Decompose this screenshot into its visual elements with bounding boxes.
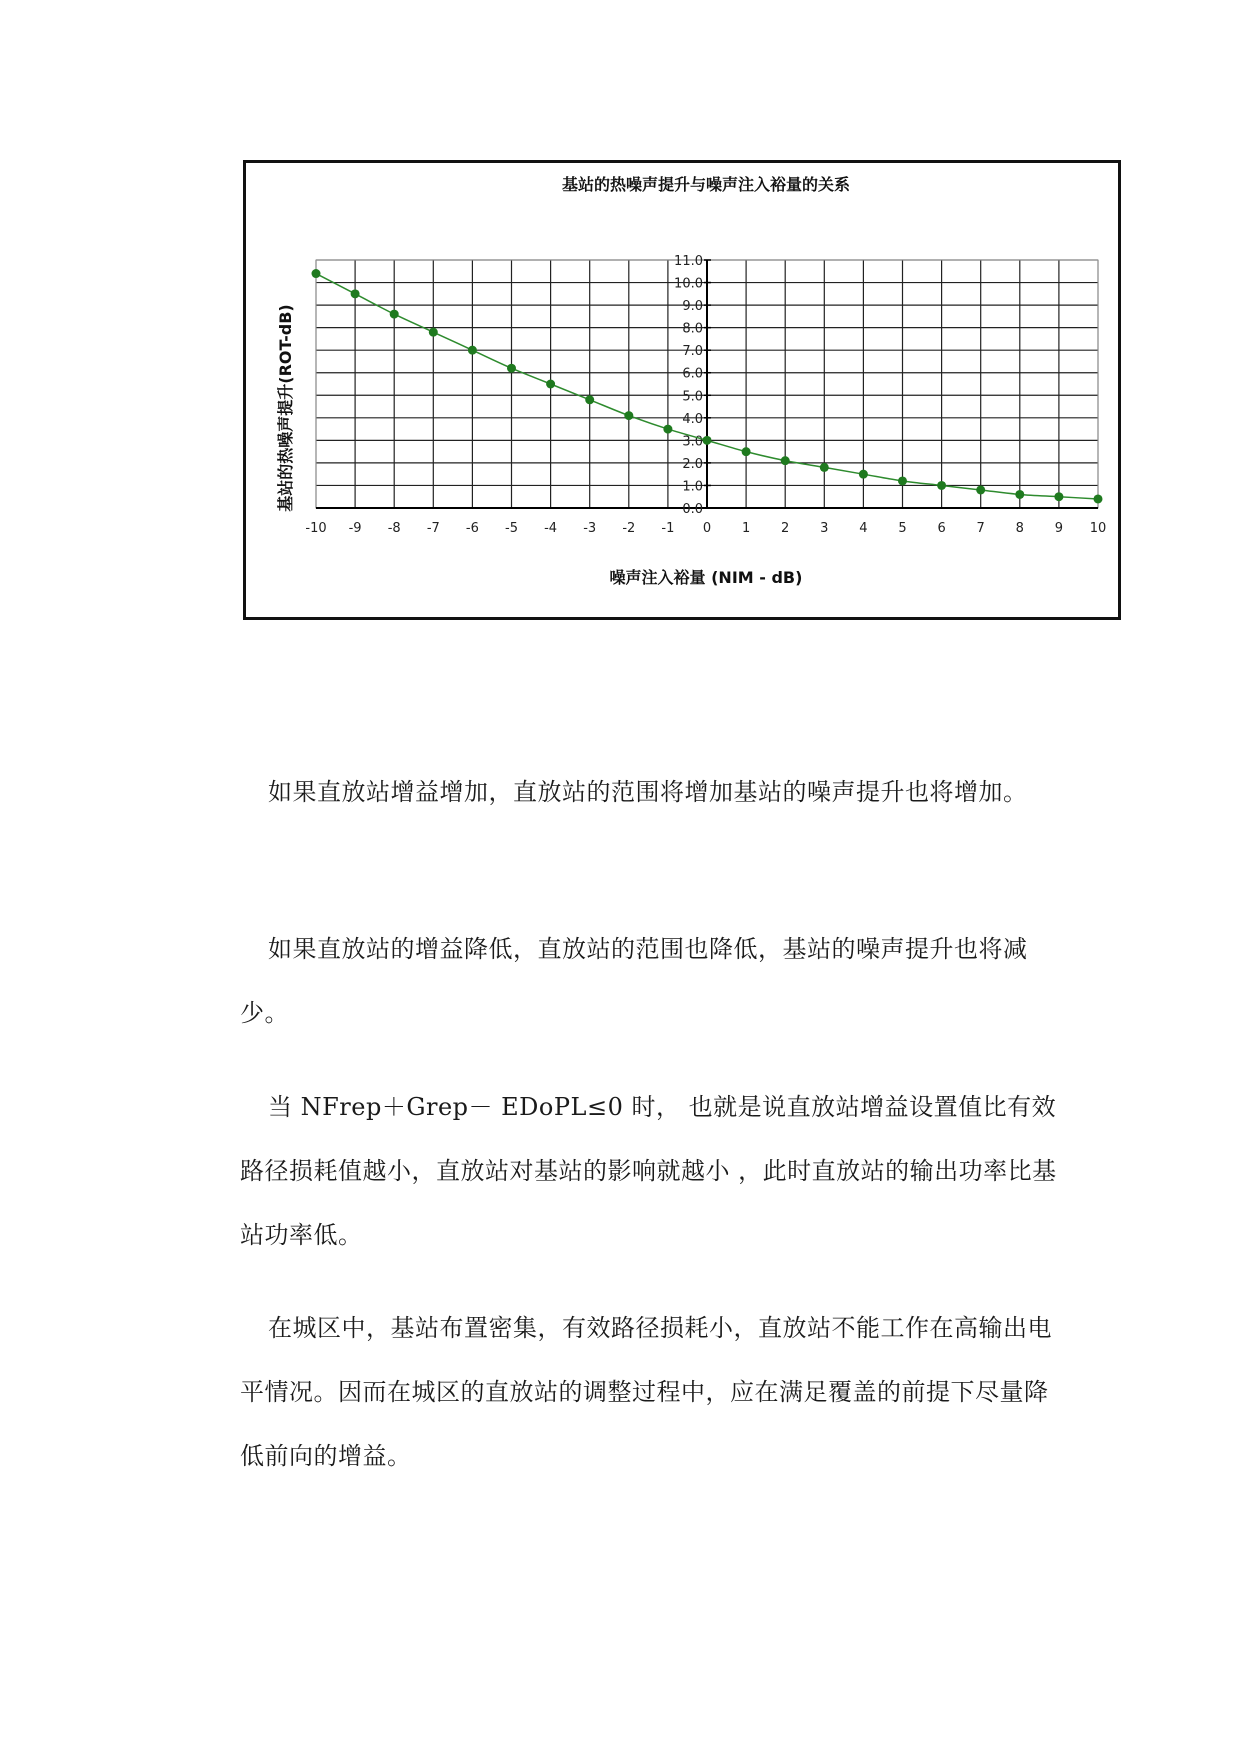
x-tick-label: 0 xyxy=(702,521,712,536)
y-tick-label: 7.0 xyxy=(682,344,703,360)
y-tick-labels xyxy=(674,254,711,517)
x-tick-label: -9 xyxy=(348,521,362,536)
x-tick-label: -5 xyxy=(505,521,518,536)
chart xyxy=(246,163,1118,617)
y-axis-title: 基站的热噪声提升(ROT-dB) xyxy=(276,304,295,512)
y-tick-label: 8.0 xyxy=(682,321,703,337)
data-point xyxy=(703,436,712,445)
x-tick-labels xyxy=(305,521,1106,536)
data-point xyxy=(976,485,985,494)
x-tick-label: -6 xyxy=(465,521,479,536)
data-point xyxy=(859,470,868,479)
paragraph-4: 在城区中，基站布置密集，有效路径损耗小，直放站不能工作在高输出电平情况。因而在城区的直放站的调整过程中，应在满足覆盖的前提下尽量降低前向的增益。 xyxy=(240,1314,1052,1470)
x-tick-label: -3 xyxy=(583,521,597,536)
chart-title: 基站的热噪声提升与噪声注入裕量的关系 xyxy=(561,175,851,194)
data-point xyxy=(937,481,946,490)
y-tick-label: 3.0 xyxy=(682,434,703,450)
y-tick-label: 4.0 xyxy=(682,411,703,427)
x-tick-label: 1 xyxy=(741,521,751,536)
chart-figure xyxy=(243,160,1121,620)
data-point xyxy=(312,269,321,278)
x-tick-label: -4 xyxy=(544,521,558,536)
y-tick-label: 1.0 xyxy=(682,479,703,495)
x-tick-label: 8 xyxy=(1015,521,1024,536)
x-tick-label: 10 xyxy=(1089,521,1107,536)
data-point xyxy=(351,289,360,298)
data-point xyxy=(546,380,555,389)
data-point xyxy=(507,364,516,373)
x-axis-title: 噪声注入裕量 (NIM - dB) xyxy=(609,568,803,587)
data-point xyxy=(1015,490,1024,499)
x-tick-label: 2 xyxy=(781,521,790,536)
data-point xyxy=(624,411,633,420)
paragraph-3: 当 NFrep＋Grep－ EDoPL≤0 时， 也就是说直放站增益设置值比有效路径损耗值越小，直放站对基站的影响就越小 ，此时直放站的输出功率比基站功率低。 xyxy=(240,1093,1057,1249)
data-point xyxy=(1054,492,1063,501)
x-tick-label: -2 xyxy=(622,521,636,536)
x-tick-label: 7 xyxy=(976,521,985,536)
x-tick-label: 4 xyxy=(859,521,868,536)
x-tick-label: 6 xyxy=(937,521,946,536)
data-point xyxy=(468,346,477,355)
x-tick-label: -1 xyxy=(661,521,675,536)
chart-grid xyxy=(316,260,1098,508)
y-tick-label: 5.0 xyxy=(682,389,703,405)
data-point xyxy=(390,310,399,319)
data-point xyxy=(820,463,829,472)
data-point xyxy=(1094,494,1103,503)
y-tick-label: 9.0 xyxy=(682,299,703,315)
x-tick-label: -8 xyxy=(387,521,401,536)
data-point xyxy=(781,456,790,465)
y-tick-label: 10.0 xyxy=(674,276,703,292)
x-tick-label: -7 xyxy=(426,521,440,536)
paragraph-1: 如果直放站增益增加，直放站的范围将增加基站的噪声提升也将增加。 xyxy=(268,778,1028,806)
paragraph-2: 如果直放站的增益降低，直放站的范围也降低，基站的噪声提升也将减少。 xyxy=(240,935,1028,1027)
data-point xyxy=(585,395,594,404)
data-point xyxy=(663,425,672,434)
x-tick-label: 3 xyxy=(820,521,829,536)
x-tick-label: 9 xyxy=(1054,521,1064,536)
data-point xyxy=(742,447,751,456)
y-tick-label: 2.0 xyxy=(682,456,703,472)
x-tick-label: -10 xyxy=(305,521,327,536)
data-point xyxy=(429,328,438,337)
data-point xyxy=(898,476,907,485)
x-tick-label: 5 xyxy=(898,521,907,536)
y-tick-label: 6.0 xyxy=(682,366,703,382)
y-tick-label: 11.0 xyxy=(674,254,703,269)
y-tick-label: 0.0 xyxy=(682,502,703,517)
